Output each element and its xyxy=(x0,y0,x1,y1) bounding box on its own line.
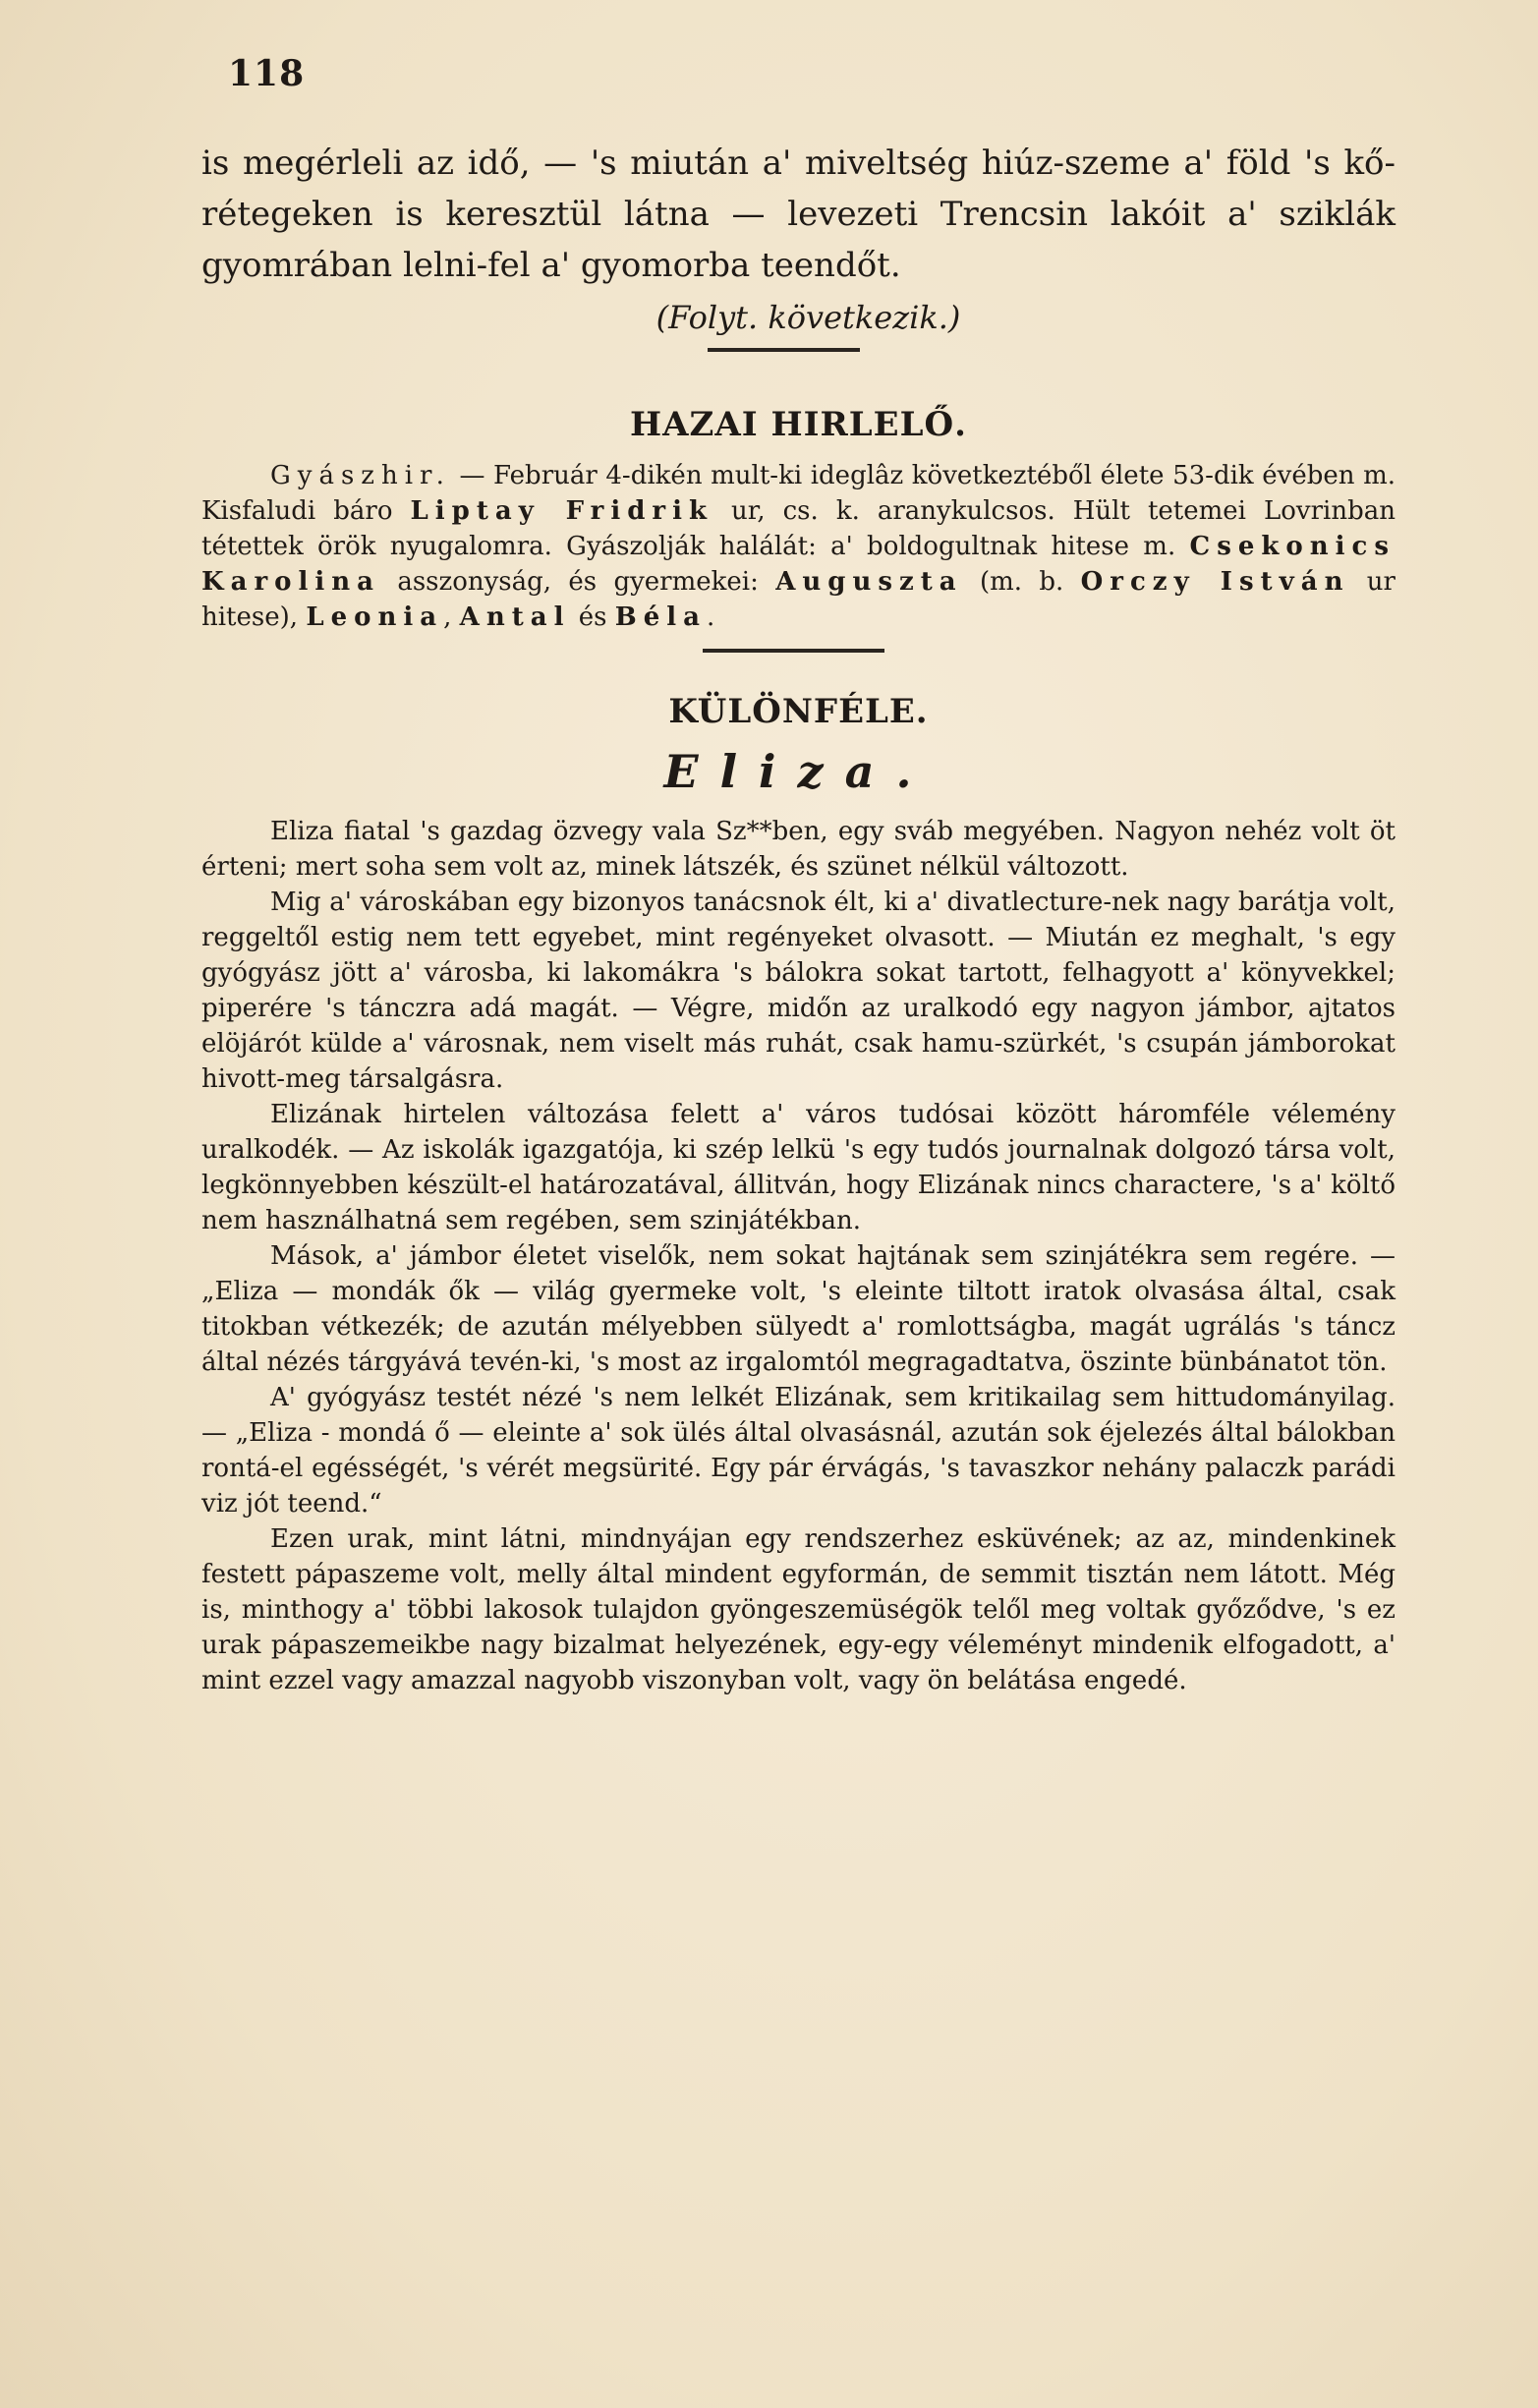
continuation-note: (Folyt. következik.) xyxy=(655,299,961,336)
section-divider xyxy=(708,348,860,352)
section-title-hazai-hirlelo: HAZAI HIRLELŐ. xyxy=(630,405,967,444)
continued-paragraph: is megérleli az idő, — 's miután a' miveltség hiúz-szeme a' föld 's kő-rétegeken is keresztül látna — levezeti Trencsin lakóit a' sziklák gyomrában lelni-fel a' gyomorba teendőt. xyxy=(201,143,1396,285)
story-paragraph: Ezen urak, mint látni, mindnyájan egy rendszerhez esküvének; az az, mindenkinek festett pápaszeme volt, melly által mindent egyformán, de semmit tisztán nem látott. Még is, minthogy a' többi lakosok tulajdon gyöngeszemüségök telől meg voltak győződve, 's ez urak pápaszemeikbe nagy bizalmat helyezének, egy-egy véleményt mindenik elfogadott, a' mint ezzel vagy amazzal nagyobb viszonyban volt, vagy ön belátása engedé. xyxy=(201,1524,1396,1695)
story-paragraph: Mások, a' jámbor életet viselők, nem sokat hajtának sem szinjátékra sem regére. — „Eliza — mondák ők — világ gyermeke volt, 's eleinte tiltott iratok olvasása által, csak titokban vétkezék; de azután mélyebben sülyedt a' romlottságba, magát ugrálás 's táncz által nézés tárgyává tevén-ki, 's most az irgalomtól megragadtatva, öszinte bünbánatot tön. xyxy=(201,1241,1396,1377)
obituary-lead: Gyászhir. xyxy=(270,461,451,490)
person-name: Auguszta xyxy=(775,567,963,597)
person-name: Csekonics Karolina xyxy=(201,532,1396,597)
story-paragraph: Mig a' városkában egy bizonyos tanácsnok élt, ki a' divatlecture-nek nagy barátja volt, reggeltől estig nem tett egyebet, mint regényeket olvasott. — Miután ez meghalt, 's egy gyógyász jött a' városba, ki lakomákra 's bálokra sokat tartott, felhagyott a' könyvekkel; piperére 's tánczra adá magát. — Végre, midőn az uralkodó egy nagyon jámbor, ajtatos elöjárót külde a' városnak, nem viselt más ruhát, csak hamu-szürkét, 's csupán jámborokat hivott-meg társalgásra. xyxy=(201,888,1396,1094)
story-title: Eliza. xyxy=(663,745,934,798)
page-number: 118 xyxy=(228,53,306,94)
story-paragraph: A' gyógyász testét nézé 's nem lelkét Elizának, sem kritikailag sem hittudományilag. — „Eliza - mondá ő — eleinte a' sok ülés által olvasásnál, azután sok éjelezés által bálokban rontá-el egésségét, 's vérét megsürité. Egy pár érvágás, 's tavaszkor nehány palaczk parádi viz jót teend.“ xyxy=(201,1383,1396,1519)
story-paragraph: Eliza fiatal 's gazdag özvegy vala Sz**ben, egy sváb megyében. Nagyon nehéz volt öt érteni; mert soha sem volt az, minek látszék, és szünet nélkül változott. xyxy=(201,817,1396,882)
page-content xyxy=(201,138,1396,1698)
person-name: Béla xyxy=(614,602,707,632)
person-name: Antal xyxy=(459,602,571,632)
person-name: Leonia xyxy=(306,602,444,632)
section-divider xyxy=(703,649,884,653)
person-name: Liptay Fridrik xyxy=(410,496,713,526)
person-name: Orczy István xyxy=(1080,567,1350,597)
obituary-paragraph: Gyászhir. — Február 4-dikén mult-ki ideglâz következtéből élete 53-dik évében m. Kisfaludi báro Liptay Fridrik ur, cs. k. aranykulcsos. Hült tetemei Lovrinban tétettek örök nyugalomra. Gyászolják halálát: a' boldogultnak hitese m. Csekonics Karolina asszonyság, és gyermekei: Auguszta (m. b. Orczy István ur hitese), Leonia, Antal és Béla. xyxy=(201,461,1396,632)
story-paragraph: Elizának hirtelen változása felett a' város tudósai között háromféle vélemény uralkodék. — Az iskolák igazgatója, ki szép lelkü 's egy tudós journalnak dolgozó társa volt, legkönnyebben készült-el határozatával, állitván, hogy Elizának nincs charactere, 's a' költő nem használhatná sem regében, sem szinjátékban. xyxy=(201,1100,1396,1235)
section-title-kulonfele: KÜLÖNFÉLE. xyxy=(668,692,929,731)
